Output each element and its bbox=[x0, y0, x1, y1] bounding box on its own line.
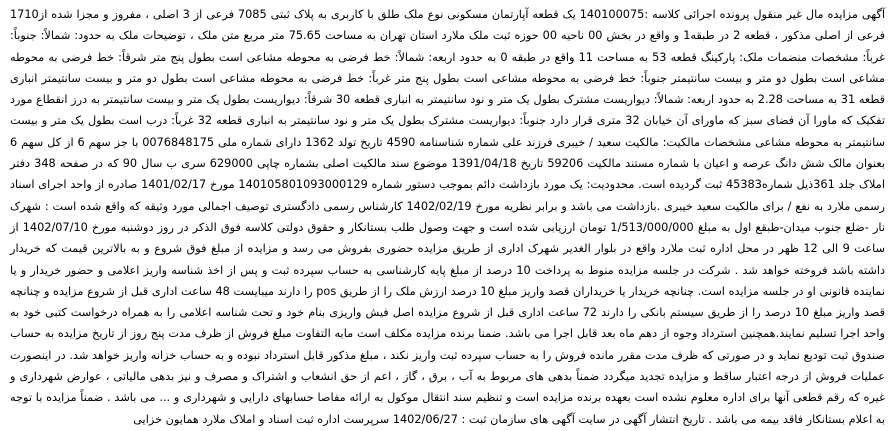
auction-notice-text: آگهی مزایده مال غیر منقول پرونده اجرائی کلاسه :140100075 یک قطعه آپارتمان مسکونی نوع ملک طلق با کاربری به پلاک ثبتی 7085 فرعی از 3 اصلی ، مفروز و مجزا شده از1710 فرعی از اصلی مذکور ، قطعه 2 در طبقه1 و واقع در بخش 00 ناحیه 00 حوزه ثبت ملک ملارد استان تهران به مساحت 75.65 متر مربع متن ملک ، توضیحات ملک به حدود: شمالاً: جنوباً: غرباً: مشخصات منضمات ملک: پارکینگ قطعه 53 به مساحت 11 واقع در طبقه 0 به حدود اربعه: شمالاً: خط فرضی به محوطه مشاعی است بطول پنج متر شرقاً: خط فرضی به محوطه مشاعی است بطول دو متر و بیست سانتیمتر جنوباً: خط فرضی به محوطه مشاعی است بطول پنج متر غرباً: خط فرضی به محوطه مشاعی است بطول دو متر و بیست سانتیمتر انباری قطعه 31 به مساحت 2.28 به حدود اربعه: شمالاً: دیواریست مشترک بطول یک متر و نود سانتیمتر به انباری قطعه 30 شرقاً: دیواریست بطول یک متر و بیست سانتیمتر به درز انقطاع مورد تفکیک که ماورا آن فضای سبز که ماورای آن خیابان 32 متری قرار دارد جنوباً: دیواریست مشترک بطول یک متر و نود سانتیمتر به انباری قطعه 32 غرباً: درب است بطول یک متر و بیست سانتیمتر به محوطه مشاعی مشخصات مالکیت: مالکیت سعید / خیبری فرزند علی شماره شناسنامه 4590 تاریخ تولد 1362 دارای شماره ملی 0076848175 با جز سهم 6 از کل سهم 6 بعنوان مالک شش دانگ عرصه و اعیان با شماره مستند مالکیت 59206 تاریخ 1391/04/18 موضوع سند مالکیت اصلی بشماره چاپی 629000 سری ب سال 90 که در صفحه 348 دفتر املاک جلد 361ذیل شماره45383 ثبت گردیده است. محدودیت: یک مورد بازداشت دائم بموجب دستور شماره 140105801093000129 مورخ 1401/02/17 صادره از واحد اجرای اسناد رسمی ملارد به نفع / برای مالکیت سعید خیبری .بازداشت می باشد و برابر نظریه مورخ 1402/02/19 کارشناس رسمی دادگستری توصیف اجمالی مورد وثیقه که واقع شده است : شهرک نار -ضلع جنوب میدان-طبقع اول به مبلغ 1/513/000/000 تومان ارزیابی شده است و جهت وصول طلب بستانکار و حقوق دولتی کلاسه فوق الذکر در روز دوشنبه مورخ 1402/07/10 از ساعت 9 الی 12 ظهر در محل اداره ثبت ملارد واقع در بلوار الغدیر شهرک اداری از طریق مزایده حضوری بفروش می رسد و مزایده از مبلغ فوق شروع و به بالاترین قیمت که خریدار داشته باشد فروخته خواهد شد . شرکت در جلسه مزایده منوط به پرداخت 10 درصد از مبلغ پایه کارشناسی به حساب سپرده ثبت و پس از اخذ شناسه واریز اعلامی و حضور خریدار و یا نماینده قانونی او در جلسه مزایده است. چنانچه خریدار یا خریداران قصد واریز مبلغ 10 درصد ارزش ملک را از طریق pos را دارند میبایست 48 ساعت اداری قبل از شروع مزایده و چنانچه قصد واریز مبلغ 10 درصد را از طریق سیستم بانکی را دارند 72 ساعت اداری قبل از شروع مزایده اصل فیش واریزی بنام خود و تحت شناسه اعلامی را به همراه درخواست کتبی خود به واحد اجرا تسلیم نمایند.همچنین استرداد وجوه از دهم ماه بعد قابل اجرا می باشد. ضمنا برنده مزایده مکلف است مابه التفاوت مبلغ فروش از ظرف مدت پنج روز از تاریخ مزایده به حساب صندوق ثبت تودیع نماید و در صورتی که ظرف مدت مقرر مانده فروش را به حساب سپرده ثبت واریز نکند ، مبلغ مذکور قابل استرداد نبوده و به حساب خزانه واریز خواهد شد. در اینصورت عملیات فروش از درجه اعتبار ساقط و مزایده تجدید میگردد ضمناً بدهی های مربوط به آب ، برق ، گاز ، اعم از حق انشعاب و اشتراک و مصرف و نیز بدهی مالیاتی ، عوارض شهرداری و غیره که رقم قطعی آنها برای اداره معلوم نشده است بعهده برنده مزایده است و تنظیم سند انتقال موکول به ارائه مفاصا حسابهای دارایی و شهرداری و ... می باشد . ضمناً مزایده با توجه به اعلام بستانکار فاقد بیمه می باشد . تاریخ انتشار آگهی در سایت آگهی های سازمان ثبت : 1402/06/27 سرپرست اداره ثبت اسناد و املاک ملارد همایون خزایی bbox=[10, 8, 886, 426]
